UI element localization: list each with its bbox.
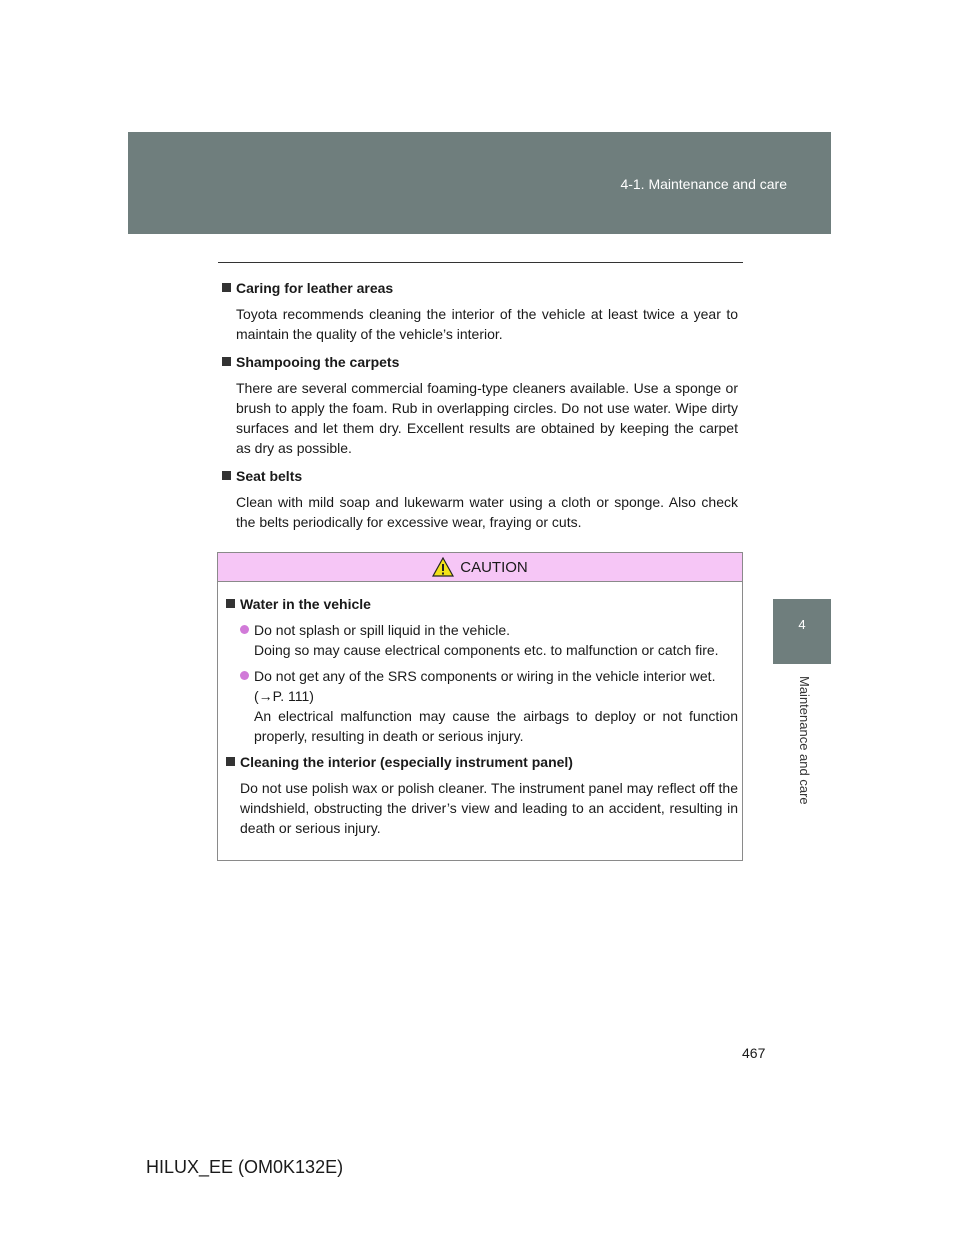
chapter-number: 4 bbox=[798, 617, 806, 632]
header-bar bbox=[128, 132, 831, 234]
caution-item-heading: Cleaning the interior (especially instrument panel) bbox=[224, 752, 738, 772]
document-code: HILUX_EE (OM0K132E) bbox=[146, 1157, 344, 1177]
section-heading: Shampooing the carpets bbox=[220, 352, 738, 372]
section-heading: Seat belts bbox=[220, 466, 738, 486]
page-number: 467 bbox=[742, 1045, 766, 1061]
caution-bullet-line: Do not splash or spill liquid in the vehicle. bbox=[254, 622, 511, 638]
top-divider bbox=[218, 262, 743, 263]
caution-bullet-detail: Doing so may cause electrical components etc. to malfunction or catch fire. bbox=[254, 642, 719, 658]
caution-title: CAUTION bbox=[460, 558, 528, 576]
main-content bbox=[220, 278, 738, 540]
page-reference: (→P. 111) bbox=[254, 688, 314, 704]
section-title: 4-1. Maintenance and care bbox=[620, 176, 787, 192]
caution-bullet bbox=[240, 666, 738, 746]
caution-box bbox=[217, 552, 743, 861]
caution-bullet-line: Do not get any of the SRS components or wiring in the vehicle interior wet. bbox=[254, 668, 716, 684]
section-body: Clean with mild soap and lukewarm water using a cloth or sponge. Also check the belts periodically for excessive wear, fraying or cuts. bbox=[236, 494, 738, 530]
caution-header bbox=[218, 553, 742, 582]
caution-item-heading: Water in the vehicle bbox=[224, 594, 738, 614]
section-heading: Caring for leather areas bbox=[220, 278, 738, 298]
section-body: There are several commercial foaming-type cleaners available. Use a sponge or brush to apply the foam. Rub in overlapping circles. Do not use water. Wipe dirty surfaces and let them dry. Excellent results are obtained by keeping the carpet as dry as possible. bbox=[236, 380, 738, 456]
caution-body bbox=[218, 582, 742, 838]
warning-triangle-icon bbox=[432, 557, 454, 577]
caution-item-text: Do not use polish wax or polish cleaner. The instrument panel may reflect off the windshield, obstructing the driver’s view and leading to an accident, resulting in death or serious injury. bbox=[240, 780, 738, 836]
section-body: Toyota recommends cleaning the interior of the vehicle at least twice a year to maintain the quality of the vehicle’s interior. bbox=[236, 306, 738, 342]
caution-bullet-detail: An electrical malfunction may cause the airbags to deploy or not function properly, resulting in death or serious injury. bbox=[254, 708, 738, 744]
chapter-label: Maintenance and care bbox=[797, 676, 812, 805]
chapter-tab bbox=[773, 599, 831, 664]
caution-bullet bbox=[240, 620, 738, 660]
